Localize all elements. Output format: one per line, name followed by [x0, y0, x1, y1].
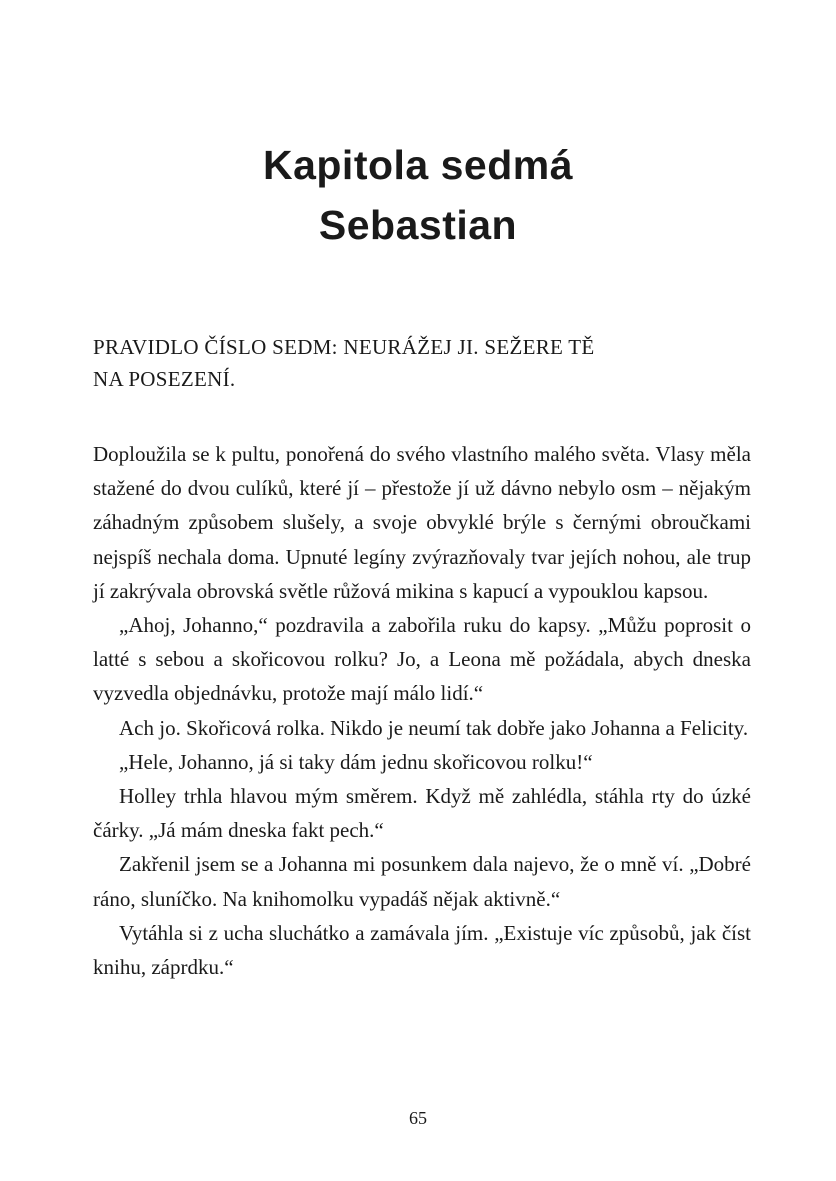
paragraph: Doploužila se k pultu, ponořená do svého vlastního malého světa. Vlasy měla stažené do dvou culíků, které jí – přestože jí už dávno nebylo osm – nějakým záhadným způsobem slušely, a svoje obvyklé brýle s černými obroučkami nejspíš nechala doma. Upnuté legíny zvýrazňovaly tvar jejích nohou, ale trup jí zakrývala obrovská světle růžová mikina s kapucí a vypouklou kapsou.: [93, 442, 751, 603]
chapter-name: Sebastian: [318, 202, 518, 248]
chapter-rule: [93, 331, 753, 395]
paragraph: Vytáhla si z ucha sluchátko a zamávala jím. „Existuje víc způsobů, jak číst knihu, záprdku.“: [93, 920, 751, 980]
paragraph: Holley trhla hlavou mým směrem. Když mě zahlédla, stáhla rty do úzké čárky. „Já mám dneska fakt pech.“: [93, 784, 751, 843]
chapter-heading: [0, 135, 836, 255]
paragraph: Ach jo. Skořicová rolka. Nikdo je neumí tak dobře jako Johanna a Felicity.: [119, 715, 749, 740]
rule-line-2: NA POSEZENÍ.: [93, 367, 236, 391]
paragraph: „Ahoj, Johanno,“ pozdravila a zabořila ruku do kapsy. „Můžu poprosit o latté s sebou a skořicovou rolku? Jo, a Leona mě požádala, abych dneska vyzvedla objednávku, protože mají málo lidí.“: [93, 613, 751, 706]
paragraph: Zakřenil jsem se a Johanna mi posunkem dala najevo, že o mně ví. „Dobré ráno, sluníčko. Na knihomolku vypadáš nějak aktivně.“: [93, 852, 751, 911]
body-text: [93, 437, 751, 984]
paragraph: „Hele, Johanno, já si taky dám jednu skořicovou rolku!“: [119, 749, 593, 774]
rule-line-1: PRAVIDLO ČÍSLO SEDM: NEURÁŽEJ JI. SEŽERE TĚ: [93, 335, 595, 359]
page-number: 65: [409, 1108, 427, 1128]
chapter-number: Kapitola sedmá: [262, 142, 574, 188]
